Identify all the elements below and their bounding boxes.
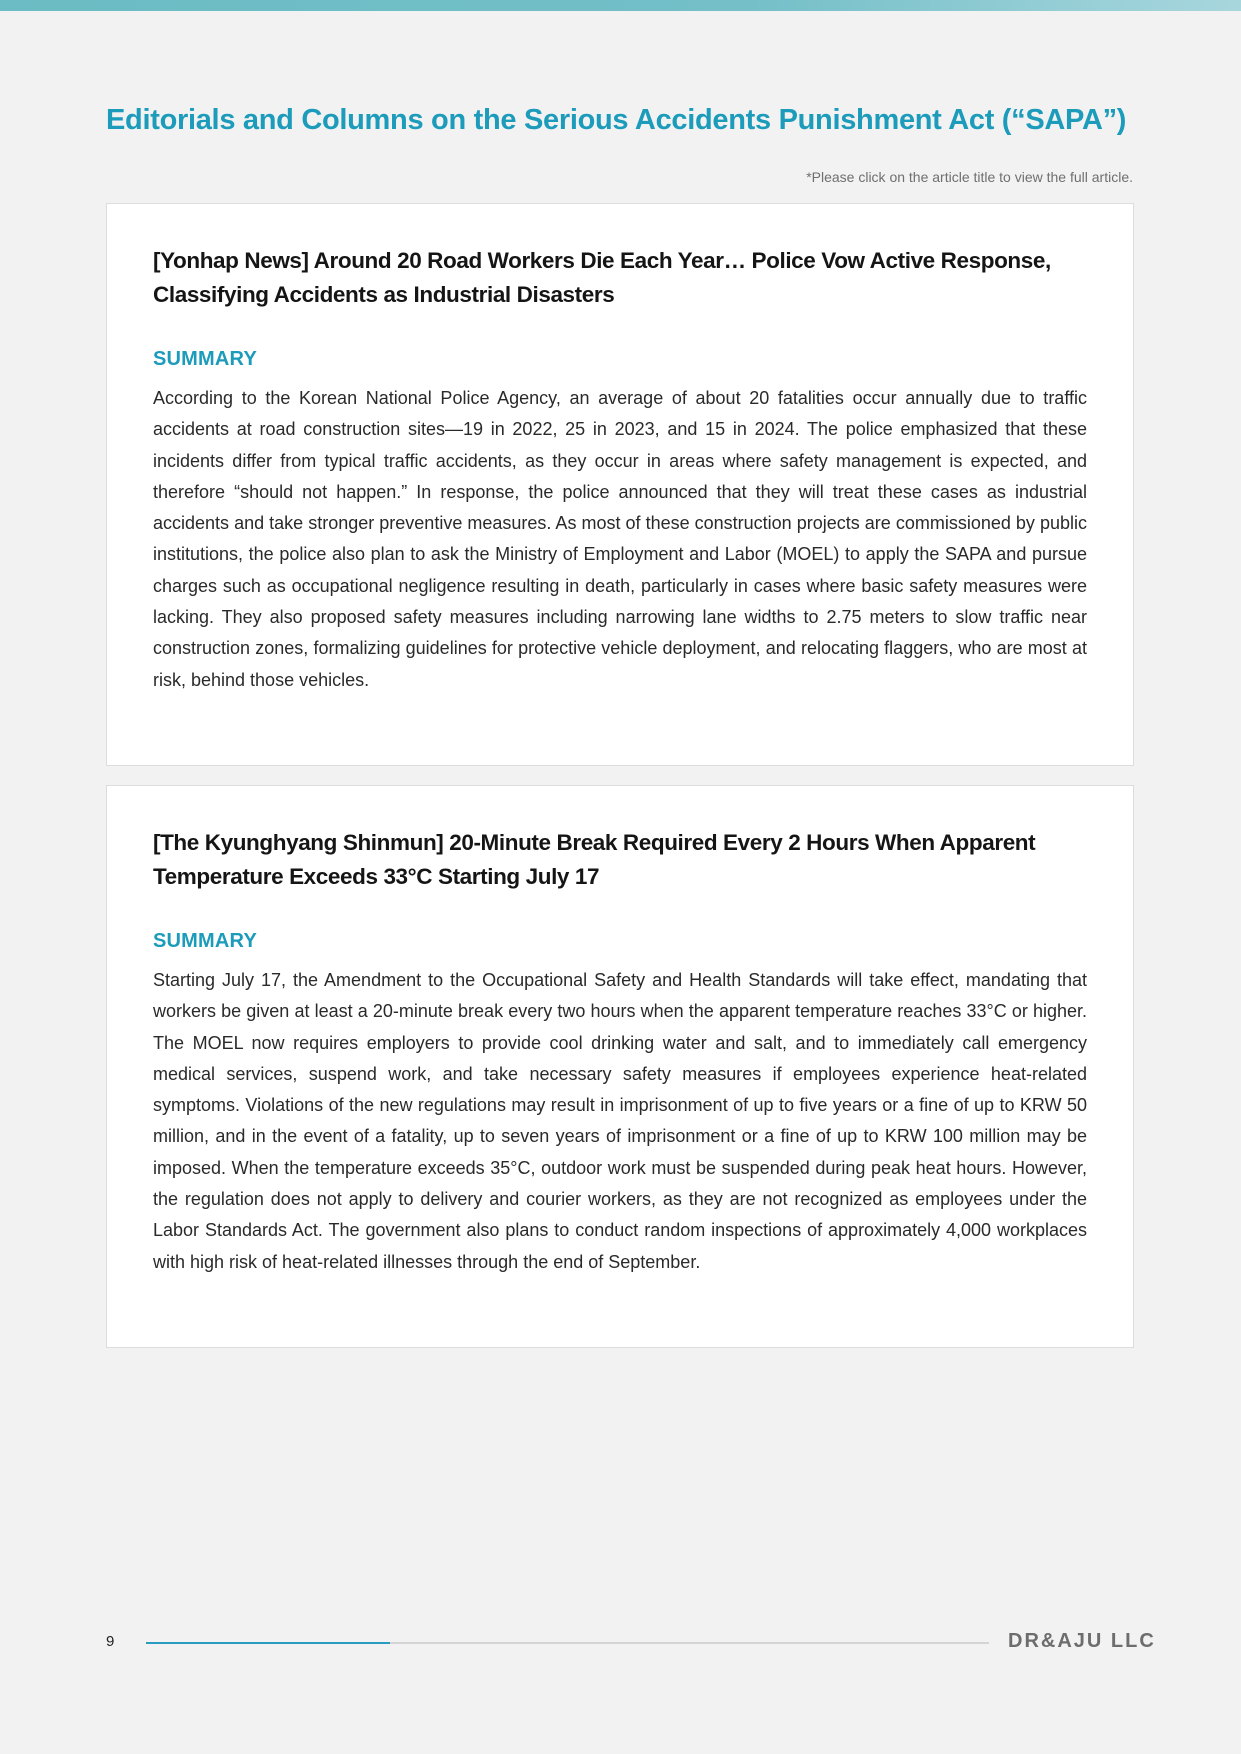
article-card bbox=[106, 785, 1134, 1348]
article-title-link[interactable]: [The Kyunghyang Shinmun] 20-Minute Break Required Every 2 Hours When Apparent Temperature Exceeds 33°C Starting July 17 bbox=[153, 830, 1036, 889]
footer-progress-line bbox=[146, 1642, 989, 1644]
page-title: Editorials and Columns on the Serious Accidents Punishment Act (“SAPA”) bbox=[106, 104, 1127, 136]
top-accent-bar bbox=[0, 0, 1241, 11]
summary-text: Starting July 17, the Amendment to the Occupational Safety and Health Standards will take effect, mandating that workers be given at least a 20-minute break every two hours when the apparent temperature reaches 33°C or higher. The MOEL now requires employers to provide cool drinking water and salt, and to immediately call emergency medical services, suspend work, and take necessary safety measures if employees experience heat-related symptoms. Violations of the new regulations may result in imprisonment of up to five years or a fine of up to KRW 50 million, and in the event of a fatality, up to seven years of imprisonment or a fine of up to KRW 100 million may be imposed. When the temperature exceeds 35°C, outdoor work must be suspended during peak heat hours. However, the regulation does not apply to delivery and courier workers, as they are not recognized as employees under the Labor Standards Act. The government also plans to conduct random inspections of approximately 4,000 workplaces with high risk of heat-related illnesses through the end of September. bbox=[153, 970, 1087, 1272]
footer-progress-fill bbox=[146, 1642, 390, 1644]
summary-text: According to the Korean National Police Agency, an average of about 20 fatalities occur annually due to traffic accidents at road construction sites—19 in 2022, 25 in 2023, and 15 in 2024. The police emphasized that these incidents differ from typical traffic accidents, as they occur in areas where safety management is expected, and therefore “should not happen.” In response, the police announced that they will treat these cases as industrial accidents and take stronger preventive measures. As most of these construction projects are commissioned by public institutions, the police also plan to ask the Ministry of Employment and Labor (MOEL) to apply the SAPA and pursue charges such as occupational negligence resulting in death, particularly in cases where basic safety measures were lacking. They also proposed safety measures including narrowing lane widths to 2.75 meters to slow traffic near construction zones, formalizing guidelines for protective vehicle deployment, and relocating flaggers, who are most at risk, behind those vehicles. bbox=[153, 388, 1087, 690]
article-card bbox=[106, 203, 1134, 766]
summary-label: SUMMARY bbox=[153, 348, 257, 370]
click-instruction-note: *Please click on the article title to view the full article. bbox=[806, 169, 1133, 185]
article-title-link[interactable]: [Yonhap News] Around 20 Road Workers Die Each Year… Police Vow Active Response, Classifying Accidents as Industrial Disasters bbox=[153, 248, 1051, 307]
page-number: 9 bbox=[106, 1633, 115, 1650]
summary-label: SUMMARY bbox=[153, 930, 257, 952]
brand-logo-text: DR&AJU LLC bbox=[1008, 1630, 1156, 1652]
